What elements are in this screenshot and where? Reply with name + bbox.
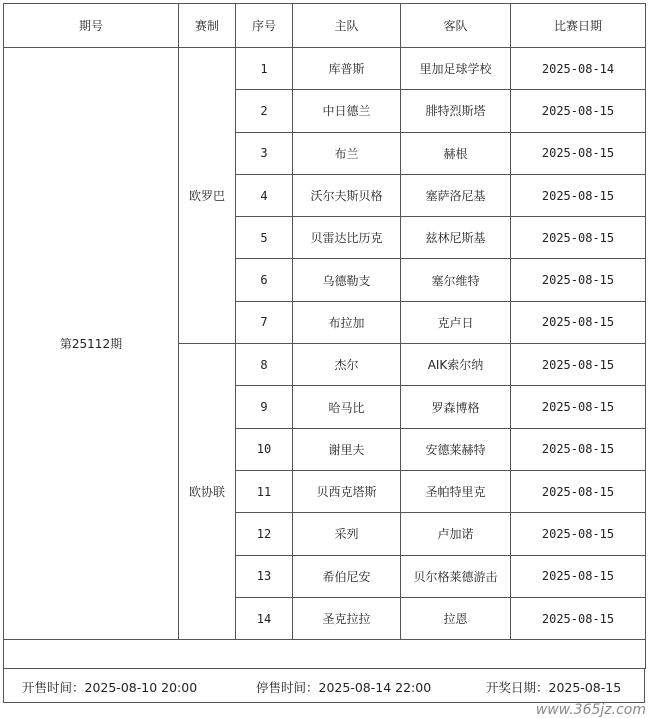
sale-info-footer [3,669,645,703]
home-team: 贝西克塔斯 [293,470,401,512]
away-team: 圣帕特里克 [401,470,511,512]
home-team: 谢里夫 [293,428,401,470]
match-no: 5 [236,217,293,259]
match-no: 1 [236,48,293,90]
home-team: 圣克拉拉 [293,597,401,639]
match-no: 14 [236,597,293,639]
blank-row [4,640,646,669]
match-no: 6 [236,259,293,301]
away-team: 里加足球学校 [401,48,511,90]
home-team: 杰尔 [293,344,401,386]
match-date: 2025-08-15 [511,301,646,343]
home-team: 希伯尼安 [293,555,401,597]
format-cell-conference: 欧协联 [179,344,236,640]
sale-start-time: 开售时间：2025-08-10 20:00 [22,680,198,695]
match-no: 10 [236,428,293,470]
match-date: 2025-08-15 [511,344,646,386]
home-team: 库普斯 [293,48,401,90]
match-date: 2025-08-15 [511,513,646,555]
away-team: 塞尔维特 [401,259,511,301]
match-no: 7 [236,301,293,343]
away-team: 卢加诺 [401,513,511,555]
home-team: 乌德勒支 [293,259,401,301]
header-row [4,4,646,48]
home-team: 贝雷达比历克 [293,217,401,259]
match-no: 13 [236,555,293,597]
match-date: 2025-08-15 [511,597,646,639]
sale-stop-time: 停售时间：2025-08-14 22:00 [256,680,432,695]
header-away: 客队 [401,4,511,48]
draw-date: 开奖日期：2025-08-15 [486,680,622,695]
format-cell-europa: 欧罗巴 [179,48,236,344]
match-no: 12 [236,513,293,555]
match-date: 2025-08-15 [511,428,646,470]
away-team: 兹林尼斯基 [401,217,511,259]
schedule-table [3,3,646,669]
header-period: 期号 [4,4,179,48]
match-no: 9 [236,386,293,428]
match-date: 2025-08-15 [511,259,646,301]
home-team: 沃尔夫斯贝格 [293,174,401,216]
header-date: 比赛日期 [511,4,646,48]
table-row [4,48,646,90]
away-team: 安德莱赫特 [401,428,511,470]
match-date: 2025-08-14 [511,48,646,90]
match-date: 2025-08-15 [511,90,646,132]
watermark: www.365jz.com [535,702,646,718]
away-team: 罗森博格 [401,386,511,428]
away-team: 克卢日 [401,301,511,343]
match-no: 11 [236,470,293,512]
away-team: 腓特烈斯塔 [401,90,511,132]
match-no: 4 [236,174,293,216]
away-team: AIK索尔纳 [401,344,511,386]
header-home: 主队 [293,4,401,48]
away-team: 拉恩 [401,597,511,639]
header-index: 序号 [236,4,293,48]
match-date: 2025-08-15 [511,555,646,597]
match-no: 2 [236,90,293,132]
header-format: 赛制 [179,4,236,48]
period-cell: 第25112期 [4,48,179,640]
match-date: 2025-08-15 [511,386,646,428]
match-no: 8 [236,344,293,386]
home-team: 中日德兰 [293,90,401,132]
home-team: 布兰 [293,132,401,174]
away-team: 贝尔格莱德游击 [401,555,511,597]
home-team: 布拉加 [293,301,401,343]
match-no: 3 [236,132,293,174]
blank-cell [4,640,646,669]
match-date: 2025-08-15 [511,174,646,216]
away-team: 赫根 [401,132,511,174]
match-date: 2025-08-15 [511,217,646,259]
match-date: 2025-08-15 [511,132,646,174]
home-team: 哈马比 [293,386,401,428]
match-date: 2025-08-15 [511,470,646,512]
away-team: 塞萨洛尼基 [401,174,511,216]
home-team: 采列 [293,513,401,555]
